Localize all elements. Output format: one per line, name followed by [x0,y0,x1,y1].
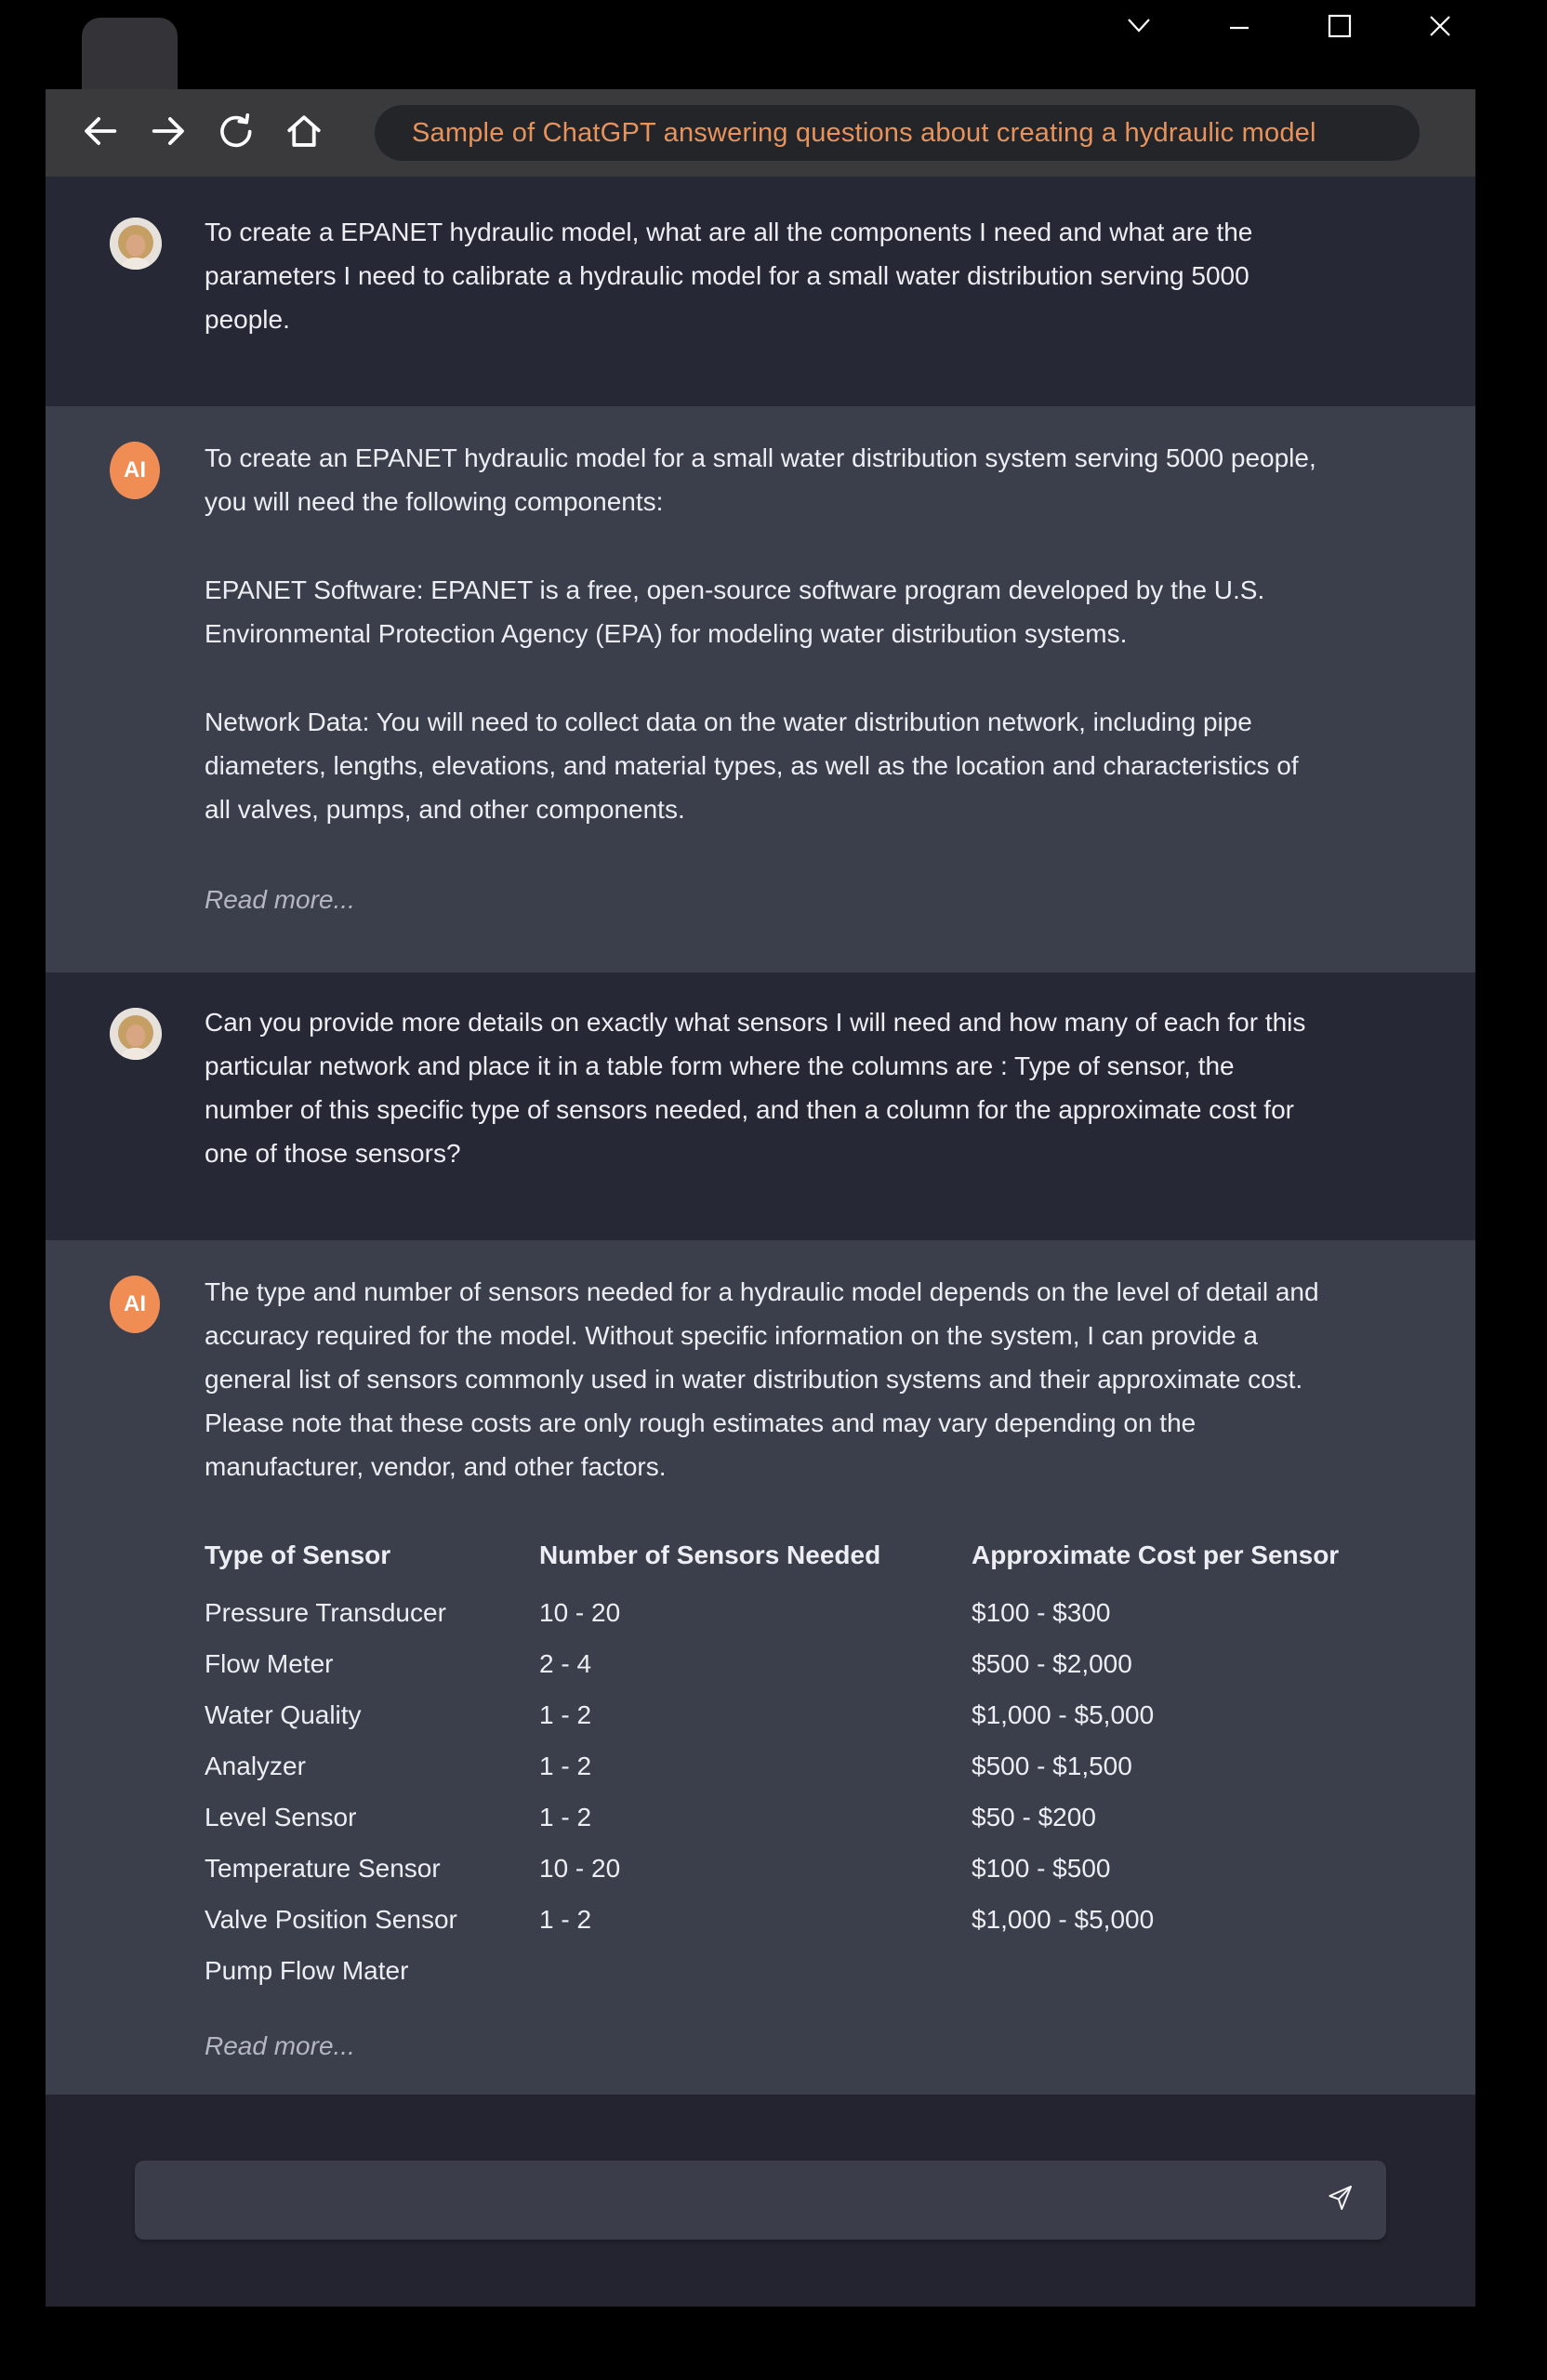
table-cell: Flow Meter [205,1649,334,1678]
message-line: To create an EPANET hydraulic model for a small water distribution system serving 5000 people, [205,443,1316,472]
table-cell: $100 - $500 [972,1854,1111,1883]
message-line: accuracy required for the model. Without specific information on the system, I can provide a [205,1321,1258,1350]
message-line: people. [205,305,290,334]
table-cell: $1,000 - $5,000 [972,1905,1155,1934]
table-row [205,1689,1410,1740]
message-line: number of this specific type of sensors needed, and then a column for the approximate cost for [205,1095,1294,1124]
assistant-message [46,406,1475,972]
message-line: To create a EPANET hydraulic model, what are all the components I need and what are the [205,218,1253,246]
message-gutter [46,210,205,341]
table-cell: Pump Flow Mater [205,1956,409,1985]
message-line: manufacturer, vendor, and other factors. [205,1452,667,1481]
table-cell: Analyzer [205,1752,306,1780]
message-line: Please note that these costs are only rough estimates and may vary depending on the [205,1408,1197,1437]
table-cell: 2 - 4 [539,1649,592,1678]
message-gutter [46,1000,205,1175]
message-line: you will need the following components: [205,487,664,516]
read-more-link[interactable]: Read more... [205,885,355,914]
back-arrow-icon [79,110,122,157]
home-icon [283,110,325,157]
table-cell: Level Sensor [205,1803,357,1831]
table-cell: 10 - 20 [539,1854,621,1883]
maximize-button[interactable] [1324,9,1355,46]
message-gutter [46,1270,205,2068]
table-row [205,1587,1410,1638]
table-cell: Valve Position Sensor [205,1905,457,1934]
message-line: particular network and place it in a table form where the columns are : Type of sensor, the [205,1051,1235,1080]
chevron-down-icon [1125,16,1153,41]
chat-area [46,177,1475,2307]
table-cell: Temperature Sensor [205,1854,441,1883]
message-input[interactable] [135,2161,1386,2240]
message-line: Environmental Protection Agency (EPA) for modeling water distribution systems. [205,619,1128,648]
user-message [46,972,1475,1240]
assistant-message [46,1240,1475,2095]
user-avatar [110,1008,162,1060]
table-cell: 10 - 20 [539,1598,621,1627]
message-line: Network Data: You will need to collect data on the water distribution network, including pipe [205,707,1252,736]
table-header-cell: Type of Sensor [205,1540,391,1569]
table-cell [972,1945,1410,1996]
table-cell: $1,000 - $5,000 [972,1700,1155,1729]
message-line: general list of sensors commonly used in water distribution systems and their approximate cost. [205,1365,1303,1394]
table-row [205,1638,1410,1689]
ai-avatar [110,442,160,499]
reload-button[interactable] [215,112,258,154]
table-row [205,1740,1410,1792]
table-cell: 1 - 2 [539,1803,592,1831]
table-cell: 1 - 2 [539,1700,592,1729]
message-line: one of those sensors? [205,1139,461,1168]
table-header-cell: Number of Sensors Needed [539,1540,881,1569]
read-more-link[interactable]: Read more... [205,2031,355,2060]
composer [46,2095,1475,2307]
paragraph [205,1270,1410,1488]
navbar [46,89,1475,177]
table-header-row [205,1533,1410,1577]
forward-arrow-icon [147,110,190,157]
paragraph [205,568,1410,655]
table-header-cell: Approximate Cost per Sensor [972,1540,1340,1569]
close-icon [1426,12,1454,45]
message-body [205,1270,1475,2068]
message-gutter [46,436,205,921]
table-cell: 1 - 2 [539,1905,592,1934]
table-cell: 1 - 2 [539,1752,592,1780]
message-body [205,210,1475,341]
table-cell [539,1945,972,1996]
home-button[interactable] [283,112,325,154]
user-avatar [110,218,162,270]
sensor-table [205,1533,1410,1996]
window-controls [1123,9,1456,46]
titlebar [0,0,1547,89]
paragraph [205,700,1410,831]
table-row [205,1945,1410,1996]
table-row [205,1843,1410,1894]
minimize-button[interactable] [1223,9,1255,46]
table-cell: $500 - $2,000 [972,1649,1132,1678]
ai-avatar [110,1276,160,1333]
message-line: EPANET Software: EPANET is a free, open-source software program developed by the U.S. [205,575,1265,604]
reload-icon [216,111,257,156]
url-text: Sample of ChatGPT answering questions about creating a hydraulic model [412,117,1316,148]
window-menu-button[interactable] [1123,9,1155,46]
back-button[interactable] [79,112,122,154]
table-cell: $50 - $200 [972,1803,1096,1831]
message-body [205,436,1475,921]
ai-avatar-label: AI [124,1291,146,1316]
user-avatar-image [110,218,162,270]
message-line: all valves, pumps, and other components. [205,795,685,824]
table-cell: Water Quality [205,1700,362,1729]
close-button[interactable] [1424,9,1456,46]
user-message [46,177,1475,406]
table-row [205,1894,1410,1945]
ai-avatar-label: AI [124,457,146,483]
message-line: Can you provide more details on exactly what sensors I will need and how many of each for this [205,1008,1306,1037]
send-icon [1324,2182,1355,2218]
send-button[interactable] [1321,2182,1358,2219]
table-row [205,1792,1410,1843]
paragraph [205,436,1410,523]
message-line: diameters, lengths, elevations, and material types, as well as the location and characteristics of [205,751,1299,780]
user-avatar-image [110,1008,162,1060]
forward-button[interactable] [147,112,190,154]
message-line: The type and number of sensors needed for a hydraulic model depends on the level of detail and [205,1277,1319,1306]
table-cell: Pressure Transducer [205,1598,446,1627]
message-line: parameters I need to calibrate a hydraulic model for a small water distribution serving 5000 [205,261,1250,290]
browser-tab[interactable] [82,18,178,89]
url-bar[interactable] [375,105,1420,161]
maximize-icon [1326,12,1354,45]
minimize-icon [1225,12,1253,45]
message-body [205,1000,1475,1175]
table-cell: $500 - $1,500 [972,1752,1132,1780]
table-cell: $100 - $300 [972,1598,1111,1627]
